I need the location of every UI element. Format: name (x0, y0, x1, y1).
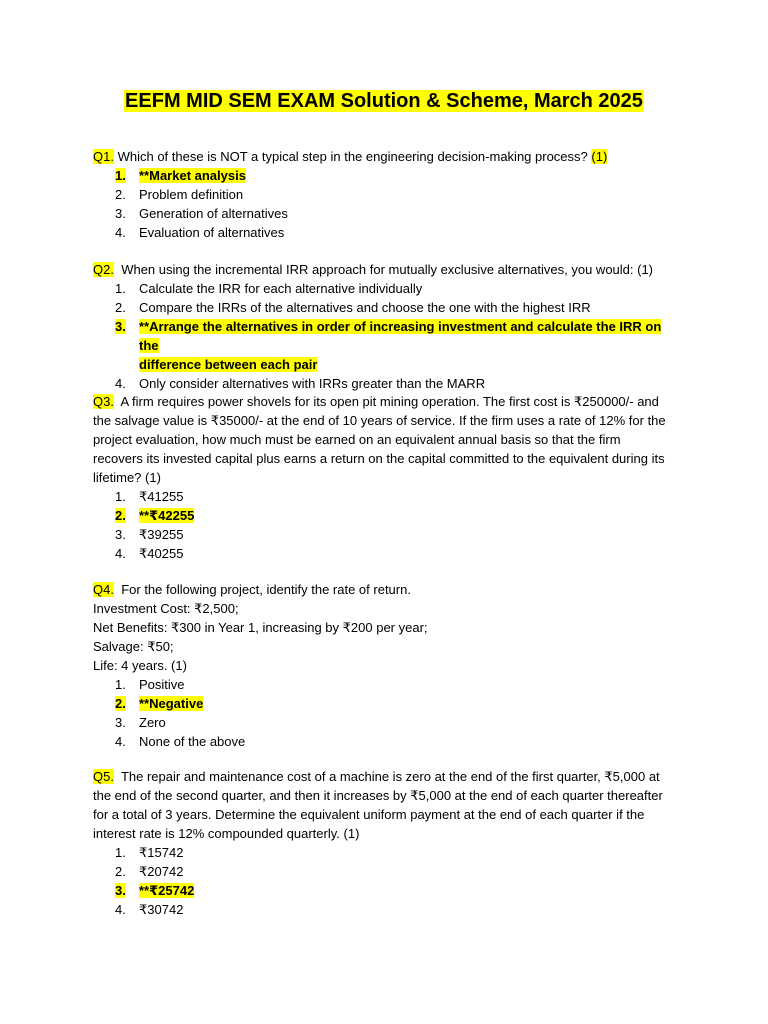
option-number: 1. (115, 281, 126, 296)
option-text: Only consider alternatives with IRRs greater than the MARR (139, 376, 486, 391)
option-text: Zero (139, 715, 166, 730)
option-number: 2. (115, 864, 126, 879)
question-text-line-5: lifetime? (1) (93, 470, 161, 485)
question-2 (93, 260, 675, 393)
option-number: 1. (115, 489, 126, 504)
question-text-line-1: The repair and maintenance cost of a machine is zero at the end of the first quarter, ₹5,000 at (120, 769, 660, 784)
option-number: 3. (115, 883, 126, 898)
question-label: Q2. (93, 262, 114, 277)
option-number: 2. (115, 696, 126, 711)
option-number: 4. (115, 225, 126, 240)
question-5 (93, 767, 675, 919)
question-text-line-4: recovers its invested capital plus earns a return on the capital committed to the equivalent during its (93, 451, 665, 466)
option-text: Problem definition (139, 187, 244, 202)
question-text-line-3: project evaluation, how much must be earned on an equivalent annual basis so that the firm (93, 432, 621, 447)
option-text: None of the above (139, 734, 246, 749)
option-number: 3. (115, 527, 126, 542)
option-number: 1. (115, 168, 126, 183)
option (93, 862, 675, 881)
options-list (93, 675, 675, 751)
option (93, 732, 675, 751)
question-text-line-2: Investment Cost: ₹2,500; (93, 601, 239, 616)
option (93, 900, 675, 919)
option-text: ₹30742 (139, 902, 184, 917)
option-correct (93, 166, 675, 185)
option-number: 4. (115, 902, 126, 917)
option-text: **₹42255 (139, 508, 195, 523)
question-text-line-4: interest rate is 12% compounded quarterly. (1) (93, 826, 360, 841)
question-label: Q4. (93, 582, 114, 597)
option-text-line-1: **Arrange the alternatives in order of increasing investment and calculate the IRR on the (139, 319, 662, 353)
option-text: Evaluation of alternatives (139, 225, 285, 240)
question-1 (93, 147, 675, 242)
option-number: 4. (115, 546, 126, 561)
option-number: 2. (115, 300, 126, 315)
option-text: ₹40255 (139, 546, 184, 561)
option-text: Calculate the IRR for each alternative individually (139, 281, 423, 296)
option-text: Generation of alternatives (139, 206, 288, 221)
option-number: 3. (115, 206, 126, 221)
question-text-line-3: Net Benefits: ₹300 in Year 1, increasing by ₹200 per year; (93, 620, 428, 635)
option-text: ₹20742 (139, 864, 184, 879)
option (93, 843, 675, 862)
title-wrap (93, 88, 675, 114)
option (93, 525, 675, 544)
option (93, 223, 675, 242)
option (93, 713, 675, 732)
option-text: ₹41255 (139, 489, 184, 504)
option (93, 544, 675, 563)
option-number: 4. (115, 376, 126, 391)
question-label: Q3. (93, 394, 114, 409)
option-text: **₹25742 (139, 883, 195, 898)
option-correct (93, 317, 675, 374)
question-label: Q5. (93, 769, 114, 784)
question-text-line-5: Life: 4 years. (1) (93, 658, 187, 673)
option-number: 2. (115, 187, 126, 202)
options-list (93, 843, 675, 919)
options-list (93, 279, 675, 393)
options-list (93, 487, 675, 563)
question-text-line-2: the salvage value is ₹35000/- at the end of 10 years of service. If the firm uses a rate of 12% for the (93, 413, 666, 428)
option-text: **Negative (139, 696, 204, 711)
option-correct (93, 694, 675, 713)
question-label: Q1. (93, 149, 114, 164)
option-number: 1. (115, 845, 126, 860)
option (93, 675, 675, 694)
option-number: 3. (115, 319, 126, 334)
page-title: EEFM MID SEM EXAM Solution & Scheme, March 2025 (125, 90, 643, 112)
option-text: Compare the IRRs of the alternatives and choose the one with the highest IRR (139, 300, 591, 315)
option (93, 185, 675, 204)
question-4 (93, 580, 675, 751)
question-text-line-4: Salvage: ₹50; (93, 639, 174, 654)
question-text: Which of these is NOT a typical step in the engineering decision-making process? (117, 149, 588, 164)
question-text-line-1: For the following project, identify the rate of return. (121, 582, 411, 597)
option (93, 298, 675, 317)
option-text: **Market analysis (139, 168, 246, 183)
option (93, 374, 675, 393)
option-number: 1. (115, 677, 126, 692)
option-number: 4. (115, 734, 126, 749)
options-list (93, 166, 675, 242)
question-text-line-1: A firm requires power shovels for its open pit mining operation. The first cost is ₹250000/- and (120, 394, 659, 409)
question-text-line-2: the end of the second quarter, and then it increases by ₹5,000 at the end of each quarter thereafter (93, 788, 663, 803)
option-text: Positive (139, 677, 185, 692)
question-3 (93, 392, 675, 563)
question-marks: (1) (591, 149, 608, 164)
question-text: When using the incremental IRR approach for mutually exclusive alternatives, you would: (1) (121, 262, 654, 277)
option-text-line-2: difference between each pair (139, 357, 318, 372)
option (93, 487, 675, 506)
question-text-line-3: for a total of 3 years. Determine the equivalent uniform payment at the end of each quarter if the (93, 807, 645, 822)
option (93, 204, 675, 223)
option-number: 2. (115, 508, 126, 523)
option-text: ₹39255 (139, 527, 184, 542)
option-number: 3. (115, 715, 126, 730)
option-correct (93, 506, 675, 525)
option (93, 279, 675, 298)
option-correct (93, 881, 675, 900)
option-text: ₹15742 (139, 845, 184, 860)
